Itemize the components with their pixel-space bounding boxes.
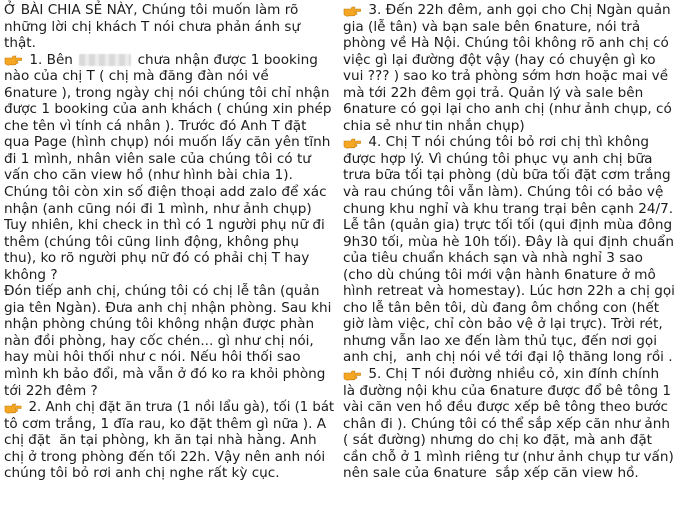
text-segment: được hợp lý. Vì chúng tôi phục vụ anh chị bữa: [343, 150, 653, 167]
text-segment: chị đặt ăn tại phòng, kh ăn tại nhà hàng. Anh: [4, 432, 317, 449]
text-segment: và rau chúng tôi vẫn làm). Chúng tôi có bảo vệ: [343, 184, 664, 201]
pointing-hand-icon: [343, 4, 361, 17]
text-line: [343, 217, 677, 234]
text-segment: ( sát đường) nhưng do chị ko đặt, mà anh đặt: [343, 432, 653, 449]
text-segment: cho lễ tân bên tôi, dù đang ôm chồng con (hết: [343, 299, 660, 316]
left-text-column: [4, 2, 334, 482]
text-line: [343, 85, 677, 102]
text-line: [343, 52, 677, 69]
text-segment: Tuy nhiên, khi check in thì có 1 người phụ nữ đi: [4, 217, 325, 234]
text-segment: 3. Đến 22h đêm, anh gọi cho Chị Ngàn quản: [364, 2, 671, 18]
text-segment: đi 1 mình, nhân viên sale của chúng tôi có tư: [4, 150, 311, 167]
text-segment: 6nature có gọi lại cho anh chị (như ảnh chụp, có: [343, 101, 672, 118]
text-line: [343, 201, 677, 218]
pointing-hand-icon: [4, 53, 22, 66]
text-segment: chia sẻ như tin nhắn chụp): [343, 117, 525, 134]
text-segment: Ở BÀI CHIA SẺ NÀY, Chúng tôi muốn làm rõ: [4, 2, 299, 18]
text-line: [343, 465, 677, 482]
text-segment: nhận phòng chúng tôi không nhận được phàn: [4, 316, 315, 333]
text-segment: 2. Anh chị đặt ăn trưa (1 nồi lẩu gà), tối (1 bát: [24, 399, 335, 416]
text-line: [4, 35, 334, 52]
text-segment: giờ làm việc, chỉ còn bảo vệ ở lại trực). Trời rét,: [343, 316, 663, 333]
text-segment: hình retreat và homestay). Lúc hơn 22h a chị gọi: [343, 283, 675, 300]
text-segment: 5. Chị T nói đường nhiều cỏ, xin đính chính: [364, 366, 660, 383]
pointing-hand-icon: [343, 368, 361, 381]
text-line: [343, 134, 677, 151]
text-segment: được 1 booking của anh khách ( chúng xin phép: [4, 101, 332, 118]
text-line: [343, 432, 677, 449]
text-line: [4, 201, 334, 218]
text-segment: vấn cho căn view hồ (như hình bài chia 1).: [4, 167, 293, 184]
text-segment: nên sale của 6nature sắp xếp căn view hồ.: [343, 465, 639, 482]
text-line: [4, 19, 334, 36]
text-segment: trưa bữa tối tại phòng (dù bữa tối đặt cơm trắng: [343, 167, 671, 184]
redacted-name: [79, 54, 131, 66]
text-segment: nhận (anh cũng nói đi 1 mình, như ảnh chụp): [4, 200, 312, 217]
text-line: [343, 68, 677, 85]
text-line: [343, 316, 677, 333]
text-line: [4, 234, 334, 251]
text-segment: Đón tiếp anh chị, chúng tôi có chị lễ tân (quản: [4, 283, 320, 300]
text-segment: mình kh bảo đổi, mà vẫn ở đó ko ra khỏi phòng: [4, 366, 326, 383]
text-line: [4, 217, 334, 234]
text-line: [4, 283, 334, 300]
text-segment: qua Page (hình chụp) nói muốn lấy căn yên tĩnh: [4, 134, 331, 151]
text-segment: hay mùi hôi thối như c nói. Nếu hôi thối sao: [4, 349, 301, 366]
text-segment: chúng tôi bỏ rơi anh chị nghe rất kỳ cục.: [4, 465, 280, 482]
text-segment: vui ??? ) sao ko trả phòng sớm hơn hoặc mai về: [343, 68, 669, 85]
text-line: [4, 250, 334, 267]
text-line: [343, 35, 677, 52]
text-segment: chân đi ). Chúng tôi có thể sắp xếp căn như ảnh: [343, 415, 670, 432]
text-segment: 6nature ), trong ngày chị nói chúng tôi chỉ nhận: [4, 84, 330, 101]
text-line: [343, 383, 677, 400]
text-line: [4, 101, 334, 118]
text-line: [4, 85, 334, 102]
text-segment: tô cơm trắng, 1 đĩa rau, ko đặt thêm gì nữa ). A: [4, 415, 327, 432]
text-line: [4, 167, 334, 184]
text-segment: nhưng vẫn lao xe đến làm thủ tục, đến nơi gọi: [343, 332, 658, 349]
text-line: [343, 151, 677, 168]
text-line: [4, 366, 334, 383]
text-segment: nào của chị T ( chị mà đăng đàn nói về: [4, 68, 269, 85]
text-line: [343, 250, 677, 267]
text-segment: chị ở trong phòng đến tối 22h. Vậy nên anh nói: [4, 448, 326, 465]
text-line: [4, 134, 334, 151]
pointing-hand-icon: [4, 401, 22, 414]
text-segment: Chúng tôi còn xin số điện thoại add zalo để xác: [4, 184, 327, 201]
text-line: [4, 333, 334, 350]
text-segment: chưa nhận được 1 booking: [133, 51, 318, 68]
text-segment: không ?: [4, 266, 58, 283]
text-line: [4, 316, 334, 333]
text-line: [4, 2, 334, 19]
text-segment: tới 22h đêm ?: [4, 382, 98, 399]
text-segment: chung khu nghỉ và khu trang trại bên cạnh 24/7.: [343, 200, 674, 217]
text-line: [4, 383, 334, 400]
text-line: [343, 267, 677, 284]
text-line: [4, 52, 334, 69]
text-line: [343, 300, 677, 317]
pointing-hand-icon: [343, 136, 361, 149]
text-segment: là đường nội khu của 6nature được đổ bê tông 1: [343, 382, 672, 399]
text-line: [343, 333, 677, 350]
text-line: [4, 399, 335, 416]
text-segment: nàn đồi phòng, hay cốc chén... gì như chị nói,: [4, 332, 314, 349]
text-segment: gia (lễ tân) và bạn sale bên 6nature, nói trả: [343, 18, 641, 35]
text-segment: thu), ko rõ người phụ nữ đó có phải chị T hay: [4, 250, 310, 267]
text-line: [4, 151, 334, 168]
text-segment: gia tên Ngàn). Đưa anh chị nhận phòng. Sau khi: [4, 299, 332, 316]
text-segment: của tiêu chuẩn khách sạn và nhà nghỉ 3 sao: [343, 250, 643, 267]
text-segment: thêm (chúng tôi cũng linh động, không phụ: [4, 233, 300, 250]
text-line: [343, 366, 677, 383]
text-line: [343, 2, 677, 19]
text-line: [4, 68, 334, 85]
text-segment: (cho dù chúng tôi mới vận hành 6nature ở mô: [343, 266, 656, 283]
text-segment: anh chị, anh chị nói về tới đại lộ thăng long rồi .: [343, 349, 673, 366]
text-line: [4, 267, 334, 284]
text-line: [343, 449, 677, 466]
text-line: [4, 432, 334, 449]
text-segment: vài căn ven hồ đều được xếp bê tông theo bước: [343, 399, 668, 416]
text-line: [4, 349, 334, 366]
text-line: [4, 449, 334, 466]
text-segment: những lời chị khách T nói chưa phản ánh sự: [4, 18, 301, 35]
text-segment: Lễ tân (quản gia) trực tối tối (qui định mùa đông: [343, 217, 673, 234]
text-segment: 4. Chị T nói chúng tôi bỏ rơi chị thì không: [364, 134, 650, 151]
text-segment: việc gì lại đường đột vậy (hay có chuyện gì ko: [343, 51, 656, 68]
text-line: [343, 101, 677, 118]
text-segment: che tên vì tính cá nhân ). Trước đó Anh T đặt: [4, 117, 307, 134]
text-line: [4, 416, 334, 433]
text-line: [343, 234, 677, 251]
text-segment: phòng về Hà Nội. Chúng tôi không rõ anh chị có: [343, 35, 669, 52]
text-line: [343, 167, 677, 184]
text-line: [4, 300, 334, 317]
text-line: [343, 399, 677, 416]
text-line: [4, 465, 334, 482]
text-segment: cần chỗ ở 1 mình riêng tư (như ảnh chụp tư vấn): [343, 448, 674, 465]
text-line: [343, 184, 677, 201]
text-line: [4, 118, 334, 135]
text-segment: 9h30 tối, mùa hè 10h tối). Đây là qui định chuẩn: [343, 233, 674, 250]
right-text-column: [343, 2, 677, 482]
text-line: [343, 349, 677, 366]
text-line: [343, 118, 677, 135]
text-line: [343, 283, 677, 300]
text-line: [343, 19, 677, 36]
text-segment: 1. Bên: [25, 51, 78, 68]
text-segment: thật.: [4, 35, 36, 52]
text-line: [343, 416, 677, 433]
text-line: [4, 184, 334, 201]
text-segment: mà tới 22h đêm gọi trả. Quản lý và sale bên: [343, 84, 644, 101]
